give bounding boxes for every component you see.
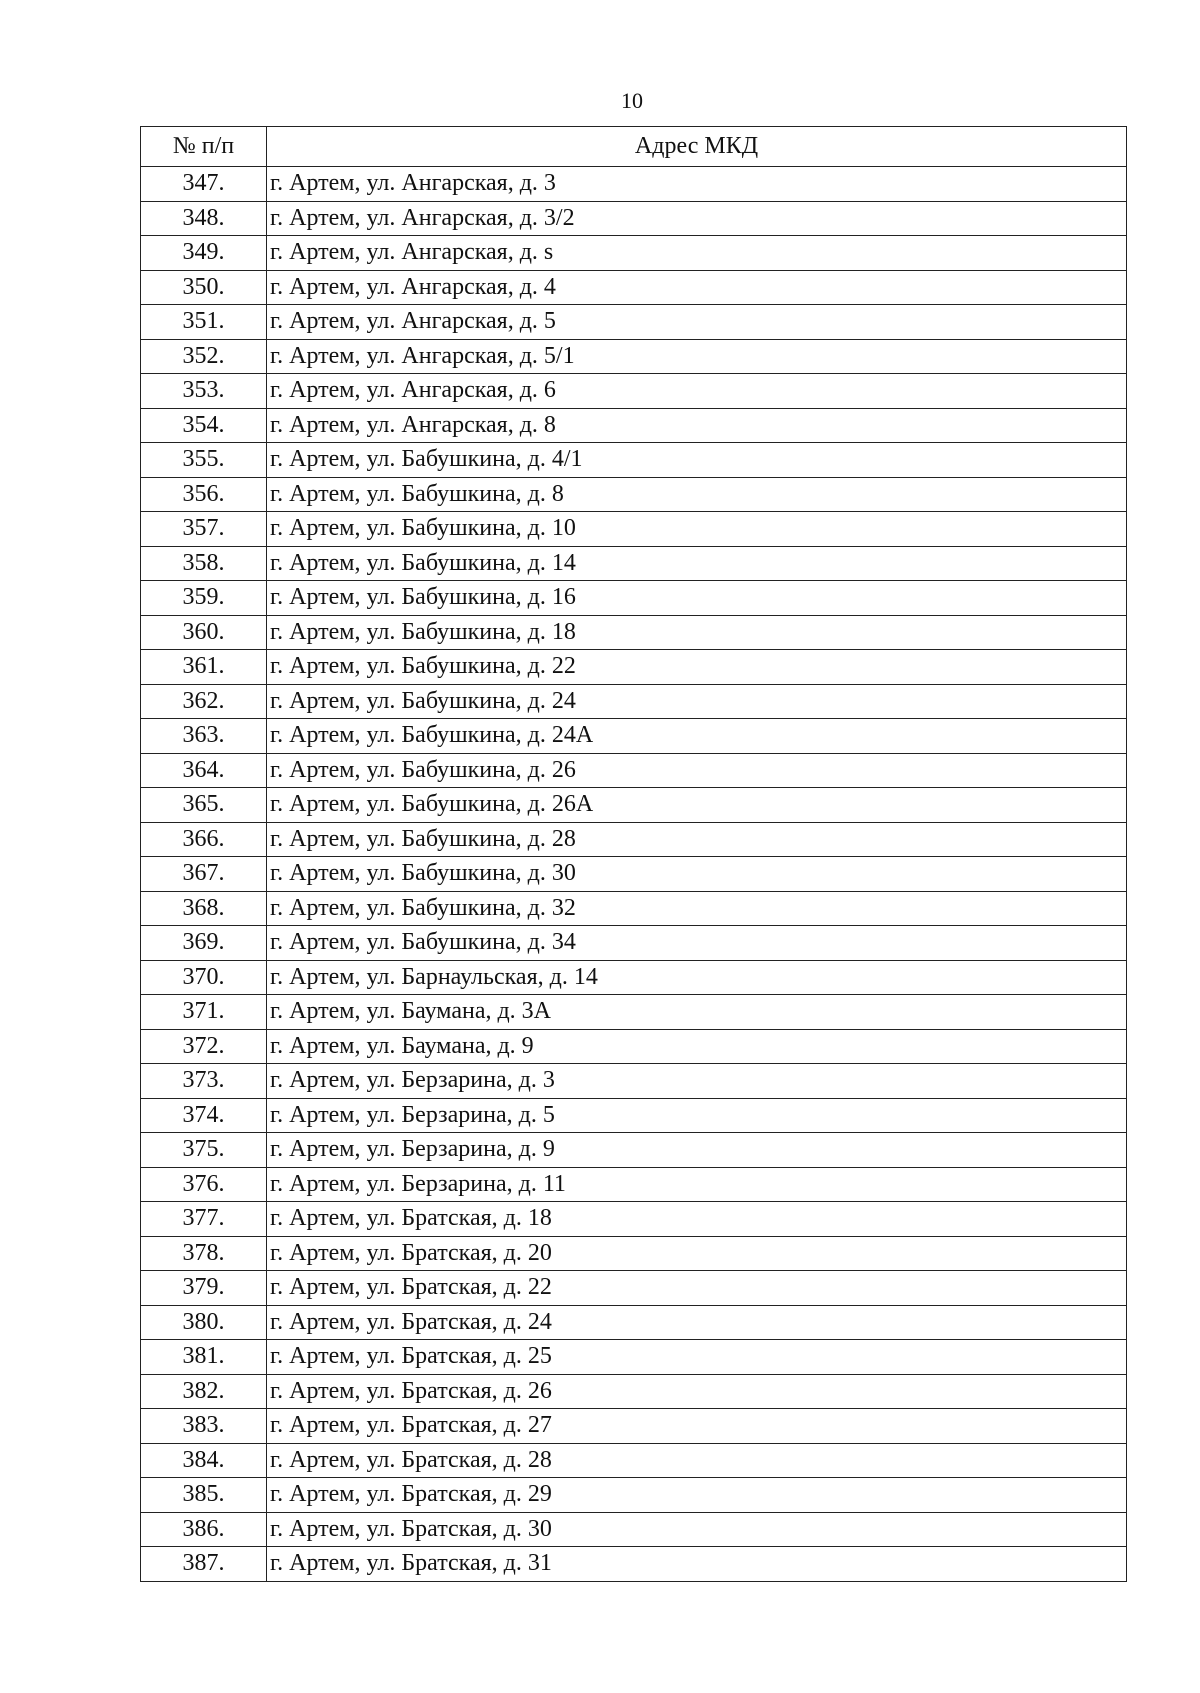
row-number: 378. bbox=[141, 1236, 267, 1271]
row-address: г. Артем, ул. Бабушкина, д. 8 bbox=[267, 477, 1127, 512]
row-number: 372. bbox=[141, 1029, 267, 1064]
table-row bbox=[141, 822, 1127, 857]
table-row bbox=[141, 960, 1127, 995]
row-number: 355. bbox=[141, 443, 267, 478]
row-number: 347. bbox=[141, 167, 267, 202]
row-address: г. Артем, ул. Ангарская, д. 5 bbox=[267, 305, 1127, 340]
row-number: 358. bbox=[141, 546, 267, 581]
table-row bbox=[141, 512, 1127, 547]
row-address: г. Артем, ул. Ангарская, д. 6 bbox=[267, 374, 1127, 409]
table-row bbox=[141, 581, 1127, 616]
row-number: 360. bbox=[141, 615, 267, 650]
table-row bbox=[141, 1236, 1127, 1271]
row-address: г. Артем, ул. Бабушкина, д. 32 bbox=[267, 891, 1127, 926]
row-number: 354. bbox=[141, 408, 267, 443]
row-address: г. Артем, ул. Ангарская, д. 3 bbox=[267, 167, 1127, 202]
row-address: г. Артем, ул. Берзарина, д. 3 bbox=[267, 1064, 1127, 1099]
row-address: г. Артем, ул. Братская, д. 29 bbox=[267, 1478, 1127, 1513]
table-row bbox=[141, 1271, 1127, 1306]
row-address: г. Артем, ул. Ангарская, д. 5/1 bbox=[267, 339, 1127, 374]
row-number: 383. bbox=[141, 1409, 267, 1444]
row-address: г. Артем, ул. Баумана, д. 9 bbox=[267, 1029, 1127, 1064]
row-address: г. Артем, ул. Бабушкина, д. 34 bbox=[267, 926, 1127, 961]
row-number: 373. bbox=[141, 1064, 267, 1099]
table-row bbox=[141, 236, 1127, 271]
row-address: г. Артем, ул. Братская, д. 26 bbox=[267, 1374, 1127, 1409]
row-address: г. Артем, ул. Братская, д. 22 bbox=[267, 1271, 1127, 1306]
row-address: г. Артем, ул. Братская, д. 25 bbox=[267, 1340, 1127, 1375]
row-address: г. Артем, ул. Бабушкина, д. 26А bbox=[267, 788, 1127, 823]
row-address: г. Артем, ул. Барнаульская, д. 14 bbox=[267, 960, 1127, 995]
row-address: г. Артем, ул. Ангарская, д. 4 bbox=[267, 270, 1127, 305]
row-address: г. Артем, ул. Ангарская, д. 8 bbox=[267, 408, 1127, 443]
row-address: г. Артем, ул. Бабушкина, д. 24 bbox=[267, 684, 1127, 719]
row-address: г. Артем, ул. Бабушкина, д. 14 bbox=[267, 546, 1127, 581]
row-number: 380. bbox=[141, 1305, 267, 1340]
row-number: 382. bbox=[141, 1374, 267, 1409]
table-header bbox=[141, 127, 1127, 167]
row-address: г. Артем, ул. Ангарская, д. 3/2 bbox=[267, 201, 1127, 236]
table-row bbox=[141, 270, 1127, 305]
row-number: 385. bbox=[141, 1478, 267, 1513]
row-number: 353. bbox=[141, 374, 267, 409]
column-header-address: Адрес МКД bbox=[267, 127, 1127, 167]
row-number: 348. bbox=[141, 201, 267, 236]
table-row bbox=[141, 995, 1127, 1030]
row-address: г. Артем, ул. Братская, д. 31 bbox=[267, 1547, 1127, 1582]
row-number: 352. bbox=[141, 339, 267, 374]
row-number: 362. bbox=[141, 684, 267, 719]
row-number: 351. bbox=[141, 305, 267, 340]
row-number: 376. bbox=[141, 1167, 267, 1202]
row-number: 361. bbox=[141, 650, 267, 685]
table-row bbox=[141, 339, 1127, 374]
row-address: г. Артем, ул. Бабушкина, д. 4/1 bbox=[267, 443, 1127, 478]
table-row bbox=[141, 1512, 1127, 1547]
row-number: 359. bbox=[141, 581, 267, 616]
table-row bbox=[141, 305, 1127, 340]
row-address: г. Артем, ул. Берзарина, д. 9 bbox=[267, 1133, 1127, 1168]
table-row bbox=[141, 1029, 1127, 1064]
table-row bbox=[141, 1133, 1127, 1168]
table-row bbox=[141, 857, 1127, 892]
table-row bbox=[141, 719, 1127, 754]
row-address: г. Артем, ул. Бабушкина, д. 10 bbox=[267, 512, 1127, 547]
row-address: г. Артем, ул. Бабушкина, д. 28 bbox=[267, 822, 1127, 857]
row-number: 381. bbox=[141, 1340, 267, 1375]
row-address: г. Артем, ул. Бабушкина, д. 30 bbox=[267, 857, 1127, 892]
table-row bbox=[141, 201, 1127, 236]
row-address: г. Артем, ул. Ангарская, д. s bbox=[267, 236, 1127, 271]
table-row bbox=[141, 788, 1127, 823]
table-row bbox=[141, 477, 1127, 512]
table-row bbox=[141, 1374, 1127, 1409]
header-row bbox=[141, 127, 1127, 167]
row-address: г. Артем, ул. Бабушкина, д. 22 bbox=[267, 650, 1127, 685]
row-number: 374. bbox=[141, 1098, 267, 1133]
page-number: 10 bbox=[621, 88, 643, 113]
table-row bbox=[141, 1305, 1127, 1340]
row-number: 387. bbox=[141, 1547, 267, 1582]
row-number: 384. bbox=[141, 1443, 267, 1478]
row-number: 364. bbox=[141, 753, 267, 788]
table-row bbox=[141, 374, 1127, 409]
row-address: г. Артем, ул. Братская, д. 27 bbox=[267, 1409, 1127, 1444]
row-address: г. Артем, ул. Бабушкина, д. 26 bbox=[267, 753, 1127, 788]
table-row bbox=[141, 1167, 1127, 1202]
row-address: г. Артем, ул. Берзарина, д. 11 bbox=[267, 1167, 1127, 1202]
table-row bbox=[141, 546, 1127, 581]
row-address: г. Артем, ул. Братская, д. 20 bbox=[267, 1236, 1127, 1271]
table-row bbox=[141, 1064, 1127, 1099]
table-row bbox=[141, 1443, 1127, 1478]
row-number: 350. bbox=[141, 270, 267, 305]
row-number: 386. bbox=[141, 1512, 267, 1547]
row-number: 367. bbox=[141, 857, 267, 892]
table-row bbox=[141, 891, 1127, 926]
table-row bbox=[141, 684, 1127, 719]
table-row bbox=[141, 753, 1127, 788]
table-row bbox=[141, 1478, 1127, 1513]
table-row bbox=[141, 1202, 1127, 1237]
row-number: 357. bbox=[141, 512, 267, 547]
row-address: г. Артем, ул. Братская, д. 18 bbox=[267, 1202, 1127, 1237]
table-body bbox=[141, 167, 1127, 1582]
table-row bbox=[141, 408, 1127, 443]
row-address: г. Артем, ул. Бабушкина, д. 18 bbox=[267, 615, 1127, 650]
row-number: 370. bbox=[141, 960, 267, 995]
address-table bbox=[140, 126, 1127, 1582]
column-header-number: № п/п bbox=[141, 127, 267, 167]
row-address: г. Артем, ул. Бабушкина, д. 16 bbox=[267, 581, 1127, 616]
table-row bbox=[141, 1547, 1127, 1582]
row-number: 363. bbox=[141, 719, 267, 754]
table-row bbox=[141, 1409, 1127, 1444]
row-number: 368. bbox=[141, 891, 267, 926]
row-number: 349. bbox=[141, 236, 267, 271]
table-row bbox=[141, 650, 1127, 685]
row-number: 356. bbox=[141, 477, 267, 512]
row-address: г. Артем, ул. Баумана, д. 3А bbox=[267, 995, 1127, 1030]
table-row bbox=[141, 167, 1127, 202]
row-address: г. Артем, ул. Братская, д. 30 bbox=[267, 1512, 1127, 1547]
row-number: 379. bbox=[141, 1271, 267, 1306]
row-address: г. Артем, ул. Бабушкина, д. 24А bbox=[267, 719, 1127, 754]
row-address: г. Артем, ул. Братская, д. 24 bbox=[267, 1305, 1127, 1340]
table-row bbox=[141, 443, 1127, 478]
row-number: 377. bbox=[141, 1202, 267, 1237]
row-number: 375. bbox=[141, 1133, 267, 1168]
row-address: г. Артем, ул. Берзарина, д. 5 bbox=[267, 1098, 1127, 1133]
row-number: 366. bbox=[141, 822, 267, 857]
row-number: 369. bbox=[141, 926, 267, 961]
table-row bbox=[141, 1098, 1127, 1133]
row-number: 365. bbox=[141, 788, 267, 823]
row-address: г. Артем, ул. Братская, д. 28 bbox=[267, 1443, 1127, 1478]
row-number: 371. bbox=[141, 995, 267, 1030]
table-row bbox=[141, 615, 1127, 650]
table-row bbox=[141, 1340, 1127, 1375]
table-row bbox=[141, 926, 1127, 961]
